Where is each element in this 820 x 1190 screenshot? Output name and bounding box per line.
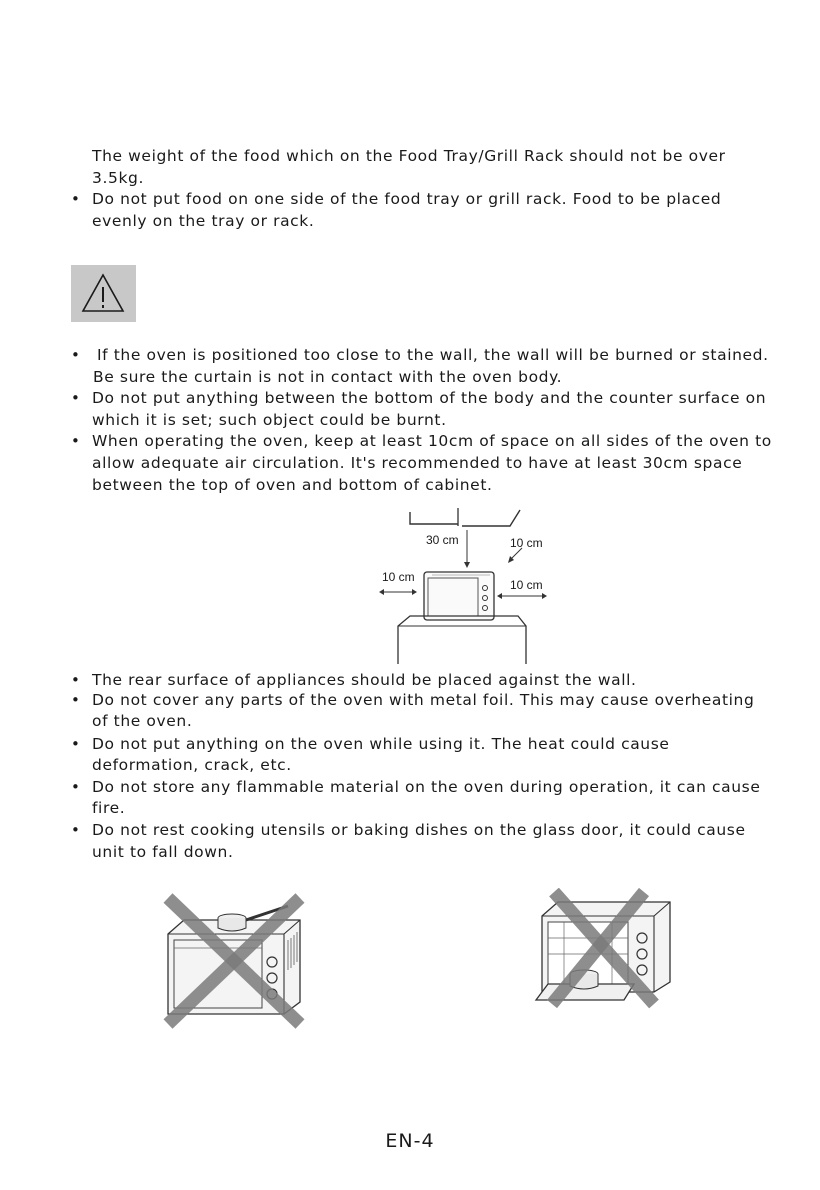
flammable-bullet-line-1: Do not store any flammable material on the oven during operation, it can cause <box>92 778 761 796</box>
rear-bullet-line-1: The rear surface of appliances should be placed against the wall. <box>92 671 637 689</box>
clearance-diagram <box>370 508 560 666</box>
bullet-dot: • <box>71 691 80 709</box>
counter-bullet-line-1: Do not put anything between the bottom of the body and the counter surface on <box>92 389 767 407</box>
bullet-dot: • <box>71 735 80 753</box>
door-bullet-line-1: Do not rest cooking utensils or baking dishes on the glass door, it could cause <box>92 821 746 839</box>
door-bullet-line-2: unit to fall down. <box>92 843 234 861</box>
intro-line-1: The weight of the food which on the Food Tray/Grill Rack should not be over <box>92 147 726 165</box>
counter-bullet-line-2: which it is set; such object could be burnt. <box>92 411 447 429</box>
flammable-bullet-line-2: fire. <box>92 799 126 817</box>
bullet-dot: • <box>71 389 80 407</box>
foil-bullet-line-1: Do not cover any parts of the oven with metal foil. This may cause overheating <box>92 691 755 709</box>
clearance-right-label: 10 cm <box>510 578 543 592</box>
intro-bullet-line-1: Do not put food on one side of the food tray or grill rack. Food to be placed <box>92 190 722 208</box>
clearance-top-label: 30 cm <box>426 533 459 547</box>
top-bullet-line-2: deformation, crack, etc. <box>92 756 292 774</box>
bullet-dot: • <box>71 432 80 450</box>
foil-bullet-line-2: of the oven. <box>92 712 193 730</box>
warning-box <box>71 265 136 322</box>
space-bullet-line-1: When operating the oven, keep at least 10cm of space on all sides of the oven to <box>92 432 772 450</box>
page-number: EN-4 <box>385 1130 435 1152</box>
bullet-dot: • <box>71 821 80 839</box>
space-bullet-line-2: allow adequate air circulation. It's recommended to have at least 30cm space <box>92 454 743 472</box>
intro-line-2: 3.5kg. <box>92 169 144 187</box>
no-pot-on-oven-illustration <box>160 892 310 1032</box>
crossed-oven-pot-icon <box>160 892 310 1032</box>
clearance-left-label: 10 cm <box>382 570 415 584</box>
bullet-dot: • <box>71 190 80 208</box>
space-bullet-line-3: between the top of oven and bottom of cabinet. <box>92 476 493 494</box>
wall-bullet-line-1: If the oven is positioned too close to the wall, the wall will be burned or stained. <box>97 346 769 364</box>
bullet-dot: • <box>71 671 80 689</box>
crossed-oven-door-icon <box>524 888 680 1018</box>
intro-bullet-line-2: evenly on the tray or rack. <box>92 212 315 230</box>
no-dish-on-door-illustration <box>524 888 680 1018</box>
warning-triangle-icon <box>71 265 136 322</box>
bullet-dot: • <box>71 346 80 364</box>
clearance-right-top-label: 10 cm <box>510 536 543 550</box>
wall-bullet-line-2: Be sure the curtain is not in contact with the oven body. <box>93 368 563 386</box>
top-bullet-line-1: Do not put anything on the oven while using it. The heat could cause <box>92 735 670 753</box>
bullet-dot: • <box>71 778 80 796</box>
